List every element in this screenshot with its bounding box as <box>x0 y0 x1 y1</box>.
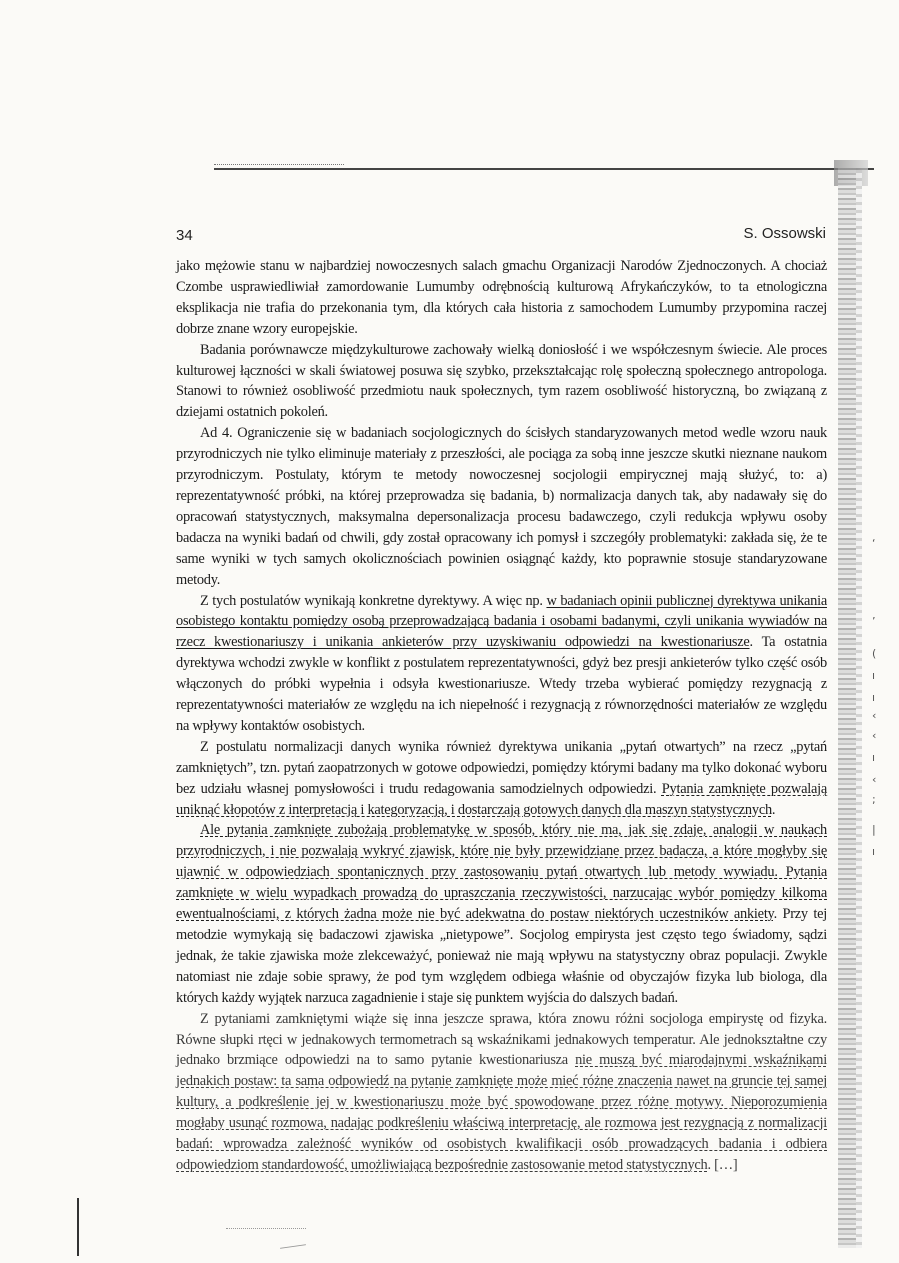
header-rule <box>214 168 874 170</box>
paragraph-4 <box>176 591 827 737</box>
underlined-passage: Pytania zamknięte pozwalają uniknąć kłopotów z interpretacją i kategoryzacją, i dostarczają gotowych danych dla maszyn statystycznych <box>176 780 827 818</box>
underlined-passage: w badaniach opinii publicznej dyrektywa unikania osobistego kontaktu pomiędzy osobą przeprowadzającą badania i osobami badanymi, czyli unikania wywiadów na rzecz kwestionariuszy i unikania ankieterów przy uzyskiwaniu odpowiedzi na kwestionariusze <box>176 592 827 651</box>
top-rule-dots <box>214 164 344 166</box>
paragraph-7 <box>176 1009 827 1176</box>
paragraph-7-lead: Z pytaniami zamkniętymi wiąże się inna jeszcze sprawa, która znowu różni socjologa empirystę od fizyka. Równe słupki rtęci w jednakowych termometrach są wskaźnikami jednakowych temperatur. Ale jednokształtne czy jednako brzmiące odpowiedzi na to samo pytanie kwestionariusza <box>176 1010 827 1069</box>
underlined-passage: Ale pytania zamknięte zubożają problematykę w sposób, który nie ma, jak się zdaje, analogii w naukach przyrodniczych, i nie pozwalają wykryć zjawisk, które nie były przewidziane przez badacza, a które mogłyby się ujawnić w odpowiedziach spontanicznych przy zastosowaniu pytań otwartych lub metody wywiadu. Pytania zamknięte w wielu wypadkach prowadzą do upraszczania rzeczywistości, narzucając wybór pomiędzy kilkoma ewentualnościami, z których żadna może nie być adekwatna do postaw niektórych uczestników ankiety <box>176 822 827 923</box>
paragraph-6-rest: . Przy tej metodzie wymykają się badaczowi zjawiska „nietypowe”. Socjolog empirysta jest często tego świadomy, sądzi jednak, że takie zjawiska może zlekceważyć, ponieważ nie mają wpływu na statystyczny obraz populacji. Zwykle natomiast nie zdaje sobie sprawy, że pod tym względem odbiega właśnie od obyczajów fizyka lub biologa, dla których każdy wyjątek narzuca zagadnienie i staje się punktem wyjścia do dalszych badań. <box>176 906 827 1006</box>
scan-edge-shadow-secondary <box>856 170 862 1248</box>
page-number: 34 <box>176 227 193 244</box>
paragraph-5-rest: . <box>771 801 776 818</box>
binding-stroke <box>77 1198 79 1256</box>
paragraph-5 <box>176 737 827 821</box>
underlined-passage: nie muszą być miarodajnymi wskaźnikami jednakich postaw: ta sama odpowiedź na pytanie zamknięte może mieć różne znaczenia nawet na gruncie tej samej kultury, a podkreślenie jej w kwestionariuszu może być spowodowane przez różne motywy. Nieporozumienia mogłaby usunąć rozmowa, nadając podkreśleniu właściwą interpretację, ale rozmowa jest rezygnacją z normalizacji badań: wprowadza zależność wyników od osobistych kwalifikacji osób prowadzących badania i odbiera odpowiedziom standardowość, umożliwiającą bezpośrednie zastosowanie metod statystycznych <box>176 1052 827 1173</box>
paragraph-4-lead: Z tych postulatów wynikają konkretne dyrektywy. A więc np. <box>200 592 547 609</box>
paragraph-4-rest: . Ta ostatnia dyrektywa wchodzi zwykle w konflikt z postulatem reprezentatywności, gdyż bez presji ankieterów tylko część osób włączonych do próbki wypełnia i odsyła kwestionariusze. Wtedy trzeba wybierać pomiędzy rezygnacją z reprezentatywności materiałów ze względu na ich niepełność i rezygnacją z równorzędności materiałów ze względu na wpływy kontaktów osobistych. <box>176 634 828 734</box>
paragraph-7-rest: . […] <box>707 1156 738 1173</box>
paragraph-3: Ad 4. Ograniczenie się w badaniach socjologicznych do ścisłych standaryzowanych metod wedle wzoru nauk przyrodniczych nie tylko eliminuje materiały z przeszłości, ale pociąga za sobą inne jeszcze skutki nieznane naukom przyrodniczym. Postulaty, którym te metody nowoczesnej socjologii empirycznej mają służyć, to: a) reprezentatywność próbki, na której przeprowadza się badania, b) normalizacja danych tak, aby nadawały się do opracowań statystycznych, maksymalna depersonalizacja procesu badawczego, czyli redukcja wpływu osoby badacza na wyniki badań od chwili, gdy został opracowany ich pomysł i szczegóły problematyki: zakłada się, że te same wyniki w tych samych okolicznościach powinien osiągnąć każdy, kto poprawnie stosuje standaryzowane metody. <box>176 425 827 588</box>
scan-edge-shadow <box>838 168 856 1248</box>
paragraph-5-lead: Z postulatu normalizacji danych wynika również dyrektywa unikania „pytań otwartych” na rzecz „pytań zamkniętych”, tzn. pytań zaopatrzonych w gotowe odpowiedzi, pomiędzy którymi badany ma tylko dokonać wyboru bez udziału własnej pomysłowości i trudu redagowania samodzielnych odpowiedzi. <box>176 738 827 797</box>
scan-smudge <box>226 1228 306 1230</box>
margin-marks: ‘ ʼ ( ı ı ‹ ‹ ı ‹ ; | ı <box>872 537 877 858</box>
body-text <box>176 256 827 1176</box>
paragraph-1: jako mężowie stanu w najbardziej nowoczesnych salach gmachu Organizacji Narodów Zjednoczonych. A chociaż Czombe usprawiedliwiał zamordowanie Lumumby odrębnością kulturową Afrykańczyków, to ta etnologiczna eksplikacja nie trafia do przekonania tym, dla których cała historia z samochodem Lumumby przypomina raczej dobrze znane wzory europejskie. <box>176 258 827 337</box>
running-head-author: S. Ossowski <box>743 225 826 242</box>
paragraph-6 <box>176 820 827 1008</box>
paragraph-2: Badania porównawcze międzykulturowe zachowały wielką doniosłość i we współczesnym świecie. Ale proces kulturowej łączności w skali światowej posuwa się szybko, przekształcając rolę społeczną społecznego antropologa. Stanowi to również osobliwość przedmiotu nauk społecznych, tym razem osobliwość historyczną, bo związaną z dziejami ostatnich pokoleń. <box>176 341 827 421</box>
